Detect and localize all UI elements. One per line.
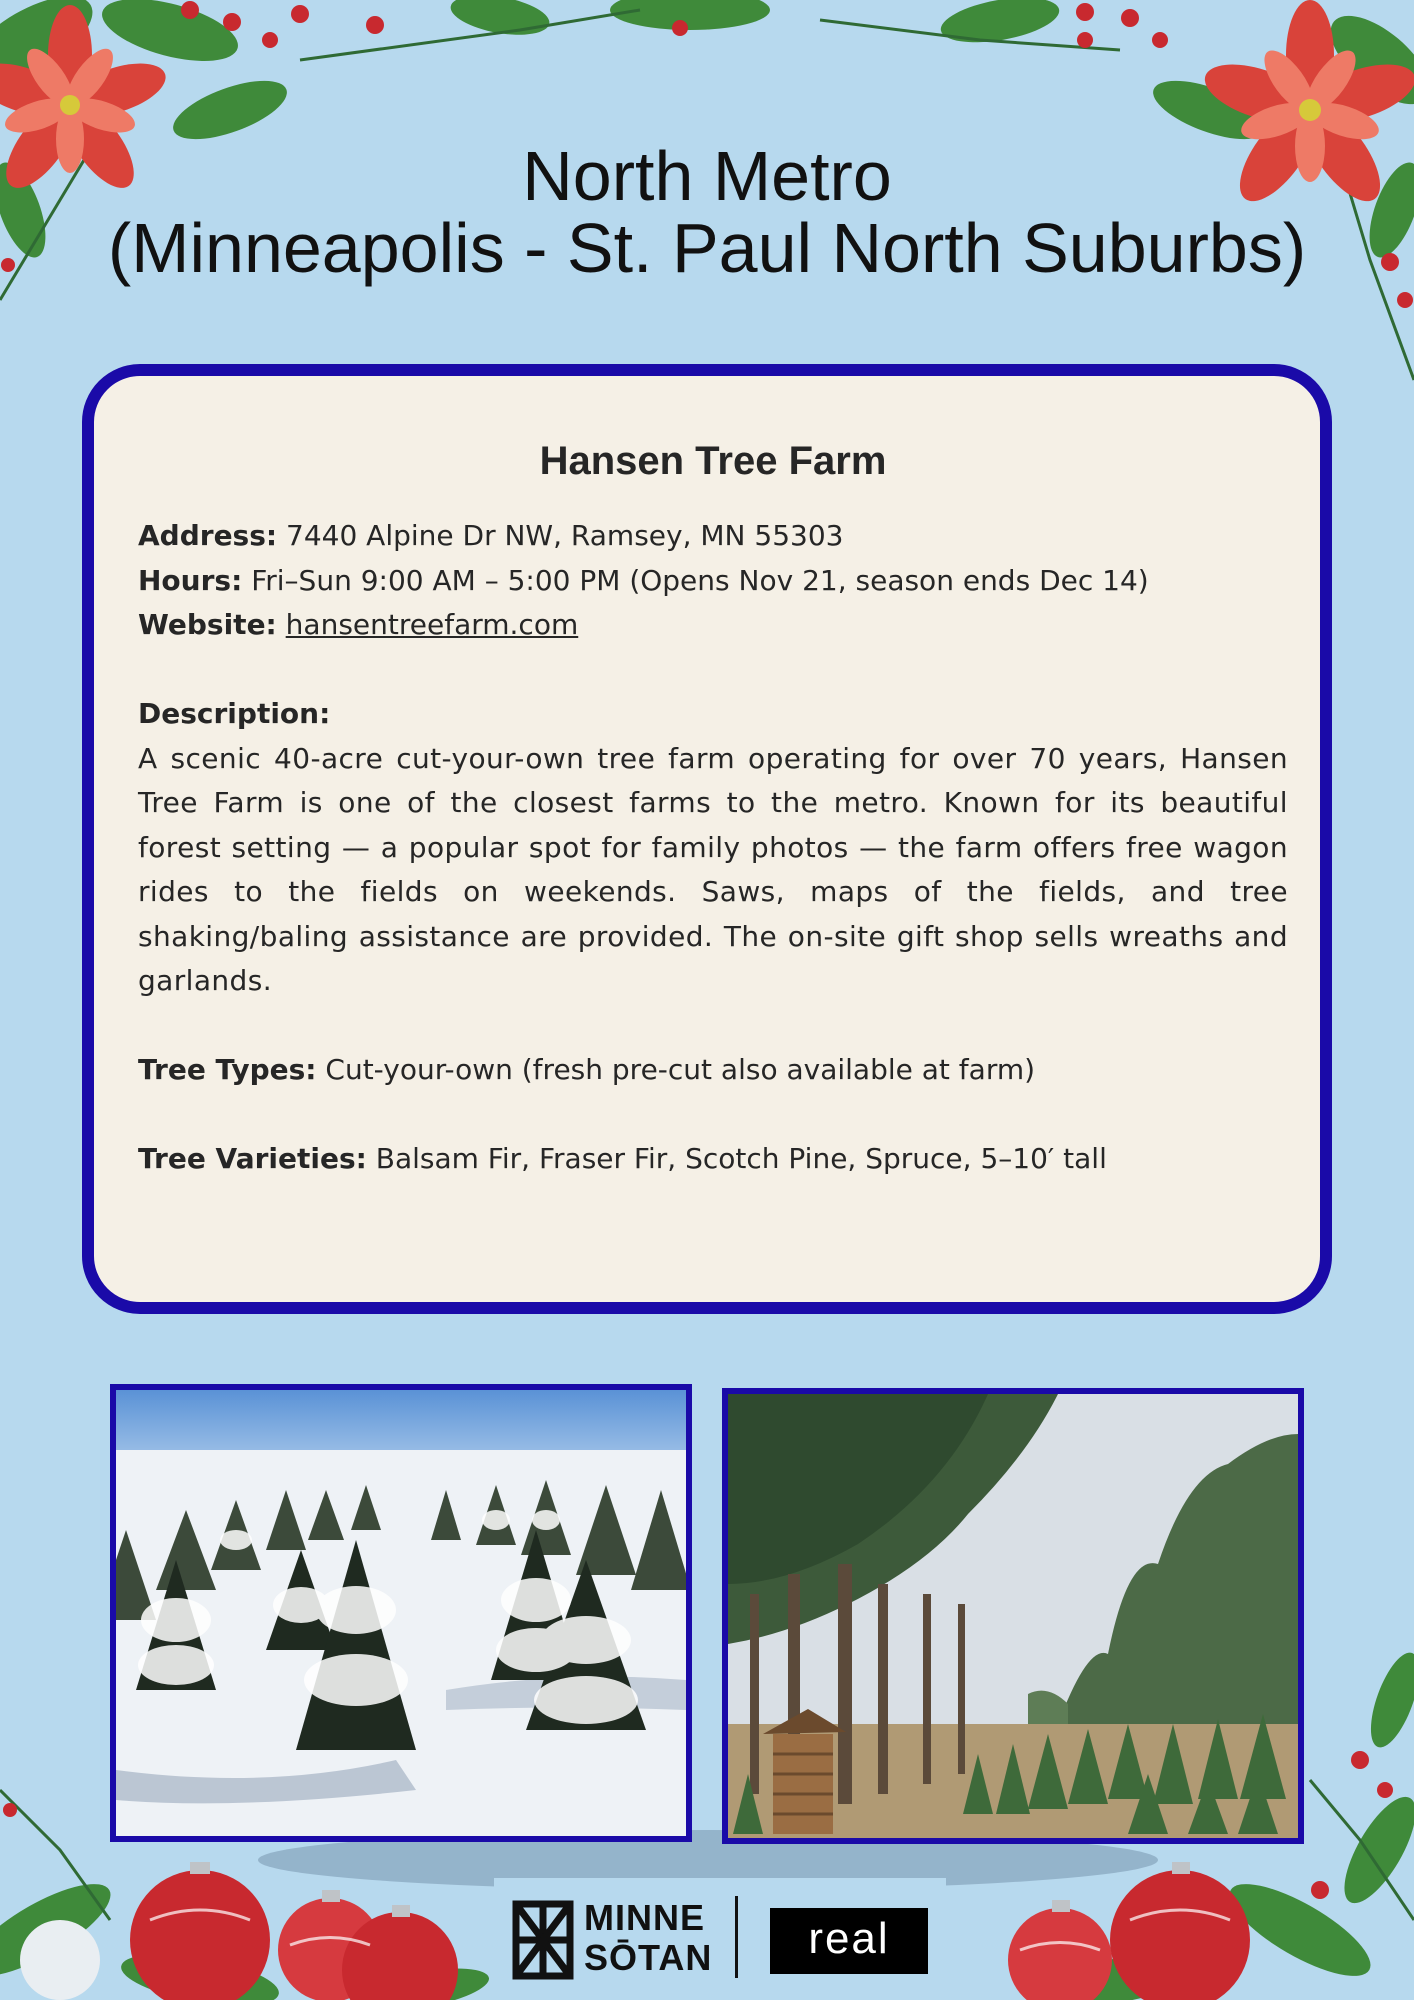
website-row: [138, 603, 1288, 648]
minnesotan-logo: [584, 1898, 712, 1978]
tree-types-label: Tree Types:: [138, 1053, 317, 1086]
farm-name: Hansen Tree Farm: [539, 439, 887, 483]
real-logo: real: [770, 1908, 928, 1974]
region-title-line2: (Minneapolis - St. Paul North Suburbs): [107, 209, 1307, 287]
minnesotan-logo-line2: SŌTAN: [584, 1937, 713, 1978]
region-title-line1: North Metro: [522, 137, 892, 215]
region-title: [0, 137, 1414, 287]
hours-label: Hours:: [138, 563, 243, 597]
description-label: Description:: [138, 697, 331, 730]
address-value: 7440 Alpine Dr NW, Ramsey, MN 55303: [286, 519, 844, 552]
hours-value: Fri–Sun 9:00 AM – 5:00 PM (Opens Nov 21, season ends Dec 14): [251, 563, 1149, 597]
address-label: Address:: [138, 519, 278, 552]
minnesotan-logo-icon: [512, 1900, 574, 1980]
hours-row: [138, 559, 1288, 604]
tree-types-row: [138, 1048, 1288, 1093]
tree-varieties-row: [138, 1137, 1288, 1182]
farm-info-card: [82, 364, 1332, 1314]
logo-divider: [735, 1896, 738, 1978]
website-link[interactable]: hansentreefarm.com: [285, 608, 579, 641]
address-row: [138, 514, 1288, 559]
tree-varieties-label: Tree Varieties:: [138, 1142, 367, 1175]
minnesotan-logo-line1: MINNE: [584, 1897, 705, 1938]
description-text: A scenic 40-acre cut-your-own tree farm operating for over 70 years, Hansen Tree Farm is one of the closest farms to the metro. Known for its beautiful forest setting — a popular spot for family photos — the farm offers free wagon rides to the fields on weekends. Saws, maps of the fields, and tree shaking/baling assistance are provided. The on-site gift shop sells wreaths and garlands.: [138, 741, 1288, 997]
footer-logo-bar: [494, 1878, 946, 2000]
tree-types-value: Cut-your-own (fresh pre-cut also available at farm): [325, 1053, 1036, 1086]
tree-varieties-value: Balsam Fir, Fraser Fir, Scotch Pine, Spruce, 5–10′ tall: [375, 1142, 1107, 1175]
website-label: Website:: [138, 608, 277, 641]
